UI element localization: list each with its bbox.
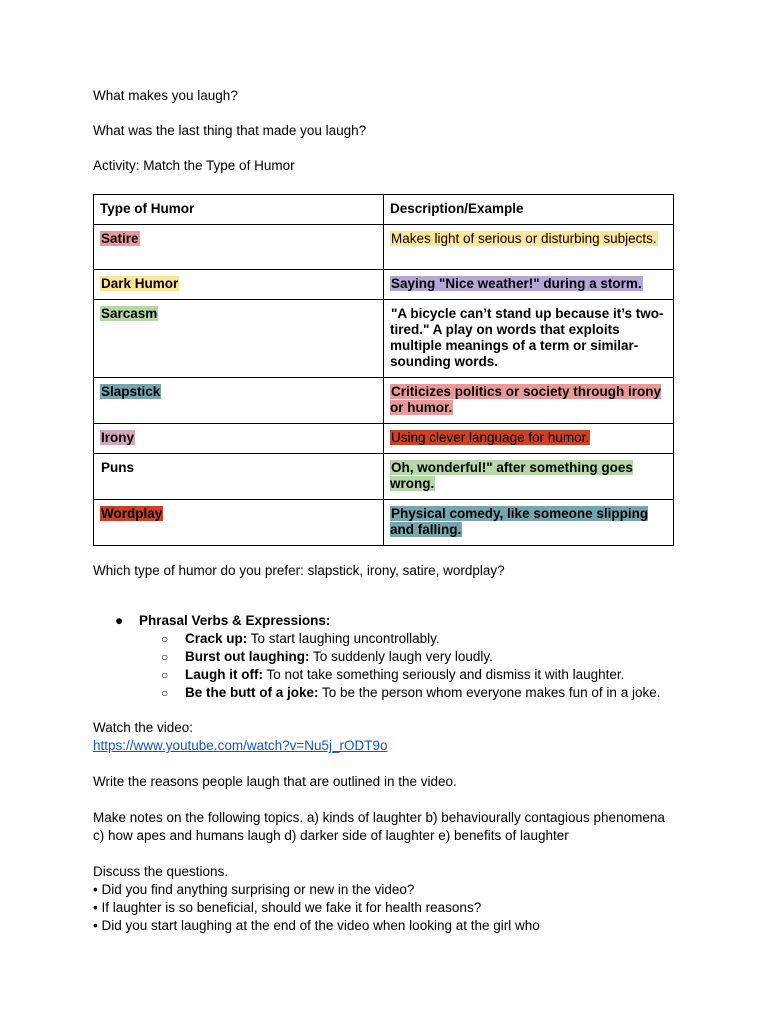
video-link[interactable]: https://www.youtube.com/watch?v=Nu5j_rODT9o — [93, 738, 388, 753]
humor-description: Makes light of serious or disturbing subjects. — [391, 231, 657, 246]
humor-description: Oh, wonderful!" after something goes wrong. — [390, 460, 633, 491]
discuss-question: • Did you find anything surprising or new in the video? — [93, 882, 415, 897]
question-last-laugh: What was the last thing that made you laugh? — [93, 123, 367, 138]
bullet-icon: ● — [115, 613, 124, 628]
humor-type-label: Irony — [101, 430, 135, 445]
list-item — [139, 630, 678, 648]
table-header-row — [94, 195, 674, 225]
humor-description: Physical comedy, like someone slipping and falling. — [390, 506, 649, 537]
phrase-term: Crack up: — [185, 631, 248, 646]
circle-bullet-icon: ○ — [161, 650, 169, 664]
write-reasons-task: Write the reasons people laugh that are outlined in the video. — [93, 774, 457, 789]
humor-type-label: Slapstick — [101, 384, 161, 399]
table-row — [94, 500, 674, 546]
discuss-question: • Did you start laughing at the end of the video when looking at the girl who — [93, 918, 540, 933]
phrase-definition: To suddenly laugh very loudly. — [309, 649, 493, 664]
humor-description: Using clever language for humor. — [391, 430, 590, 445]
list-item — [93, 612, 678, 702]
humor-match-table — [93, 194, 674, 546]
document-body — [93, 87, 678, 935]
phrase-term: Be the butt of a joke: — [185, 685, 319, 700]
make-notes-task: Make notes on the following topics. a) kinds of laughter b) behaviourally contagious phenomena c) how apes and humans laugh d) darker side of laughter e) benefits of laughter — [93, 810, 665, 843]
table-row — [94, 270, 674, 300]
circle-bullet-icon: ○ — [161, 686, 169, 700]
humor-description: Criticizes politics or society through irony or humor. — [390, 384, 662, 415]
discuss-question: • If laughter is so beneficial, should we fake it for health reasons? — [93, 900, 482, 915]
humor-type-label: Wordplay — [101, 506, 163, 521]
list-item — [139, 684, 678, 702]
circle-bullet-icon: ○ — [161, 668, 169, 682]
humor-type-label: Satire — [101, 231, 139, 246]
phrasal-verbs-sublist — [139, 630, 678, 702]
circle-bullet-icon: ○ — [161, 632, 169, 646]
table-row — [94, 378, 674, 424]
watch-video-label: Watch the video: — [93, 720, 194, 735]
preference-question: Which type of humor do you prefer: slapstick, irony, satire, wordplay? — [93, 563, 505, 578]
question-what-makes-you-laugh: What makes you laugh? — [93, 88, 238, 103]
phrase-definition: To not take something seriously and dismiss it with laughter. — [262, 667, 625, 682]
phrasal-verbs-list — [93, 612, 678, 702]
phrase-definition: To be the person whom everyone makes fun of in a joke. — [318, 685, 661, 700]
phrase-term: Laugh it off: — [185, 667, 263, 682]
humor-description: "A bicycle can’t stand up because it’s two-tired." A play on words that exploits multiple meanings of a term or similar-sounding words. — [390, 306, 664, 369]
table-row — [94, 454, 674, 500]
discuss-title: Discuss the questions. — [93, 864, 229, 879]
table-row — [94, 424, 674, 454]
humor-type-label: Sarcasm — [101, 306, 158, 321]
list-item — [139, 648, 678, 666]
header-type-of-humor: Type of Humor — [94, 195, 384, 225]
activity-title: Activity: Match the Type of Humor — [93, 158, 295, 173]
list-item — [139, 666, 678, 684]
humor-type-label: Dark Humor — [101, 276, 179, 291]
phrase-definition: To start laughing uncontrollably. — [247, 631, 440, 646]
table-row — [94, 300, 674, 378]
header-description-example: Description/Example — [384, 195, 674, 225]
phrasal-verbs-heading: Phrasal Verbs & Expressions: — [139, 613, 331, 628]
humor-type-label: Puns — [101, 460, 135, 475]
phrase-term: Burst out laughing: — [185, 649, 310, 664]
humor-description: Saying "Nice weather!" during a storm. — [391, 276, 642, 291]
table-row — [94, 225, 674, 270]
